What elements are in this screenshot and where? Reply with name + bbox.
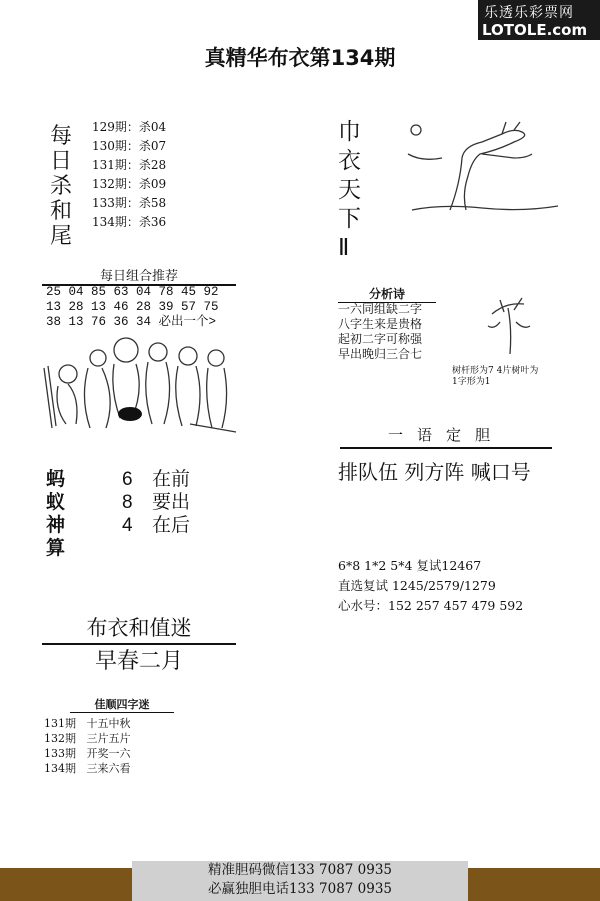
four-char-title: 佳顺四字迷: [70, 696, 174, 713]
four-char-row: 134期 三来六看: [44, 762, 131, 775]
combo-row: 25 04 85 63 04 78 45 92: [46, 285, 219, 299]
combo-numbers: [46, 285, 219, 330]
four-char-row: 133期 开奖一六: [44, 747, 131, 760]
combo-title: 每日组合推荐: [42, 265, 236, 286]
ant-row: 6 在前: [122, 468, 191, 490]
footer-line-2: 必赢独胆电话133 7087 0935: [207, 881, 393, 897]
poem-line: 起初二字可称强: [338, 332, 423, 346]
right-title-vertical: 巾 衣 天 下 Ⅱ: [338, 119, 361, 261]
list-item: 130期：杀07: [92, 139, 167, 153]
combo-row: 38 13 76 36 34 必出一个>: [46, 315, 217, 329]
tree-sketch-illustration: [402, 114, 562, 214]
page-title: 真精华布衣第134期: [204, 46, 396, 70]
ant-row: 4 在后: [122, 514, 191, 536]
analysis-poem: [338, 302, 422, 362]
list-item: 132期：杀09: [92, 177, 167, 191]
daily-kill-label: 每 日 杀 和 尾: [50, 124, 73, 249]
poem-line: 八字生来是贵格: [338, 317, 423, 331]
watermark-logo: [478, 0, 600, 40]
buyi-riddle-answer: 早春二月: [94, 649, 183, 674]
number-line-1: 6*8 1*2 5*4 复试12467: [338, 558, 482, 573]
combo-row: 13 28 13 46 28 39 57 75: [46, 300, 219, 314]
ant-label: 蚂 蚁 神 算: [46, 468, 66, 559]
yiyu-title: 一语定胆: [340, 424, 552, 449]
footer-line-1: 精准胆码微信133 7087 0935: [207, 862, 393, 878]
footer-contact-box: [132, 861, 468, 901]
list-item: 131期：杀28: [92, 158, 167, 172]
four-char-row: 131期 十五中秋: [44, 717, 131, 730]
list-item: 129期：杀04: [92, 120, 167, 134]
poem-line: 早出晚归三合七: [338, 347, 423, 361]
cartoon-illustration: [40, 328, 240, 436]
ant-row: 8 要出: [122, 491, 191, 513]
number-line-2: 直选复试 1245/2579/1279: [338, 578, 496, 593]
list-item: 133期：杀58: [92, 196, 167, 210]
buyi-riddle-title: 布衣和值迷: [42, 612, 236, 645]
four-char-row: 132期 三片五片: [44, 732, 131, 745]
yiyu-text: 排队伍 列方阵 喊口号: [338, 460, 531, 484]
daily-kill-list: [92, 118, 166, 232]
analysis-title: 分析诗: [338, 285, 436, 303]
tree-caption: 树杆形为7 4片树叶为 1字形为1: [452, 366, 539, 387]
list-item: 134期：杀36: [92, 215, 167, 229]
watermark-line1: 乐透乐彩票网: [484, 5, 574, 21]
number-line-3: 心水号：152 257 457 479 592: [338, 598, 524, 613]
watermark-line2: LOTOLE.com: [482, 21, 588, 39]
poem-line: 一六同组缺二字: [338, 302, 423, 316]
tree-small-illustration: [470, 288, 550, 358]
